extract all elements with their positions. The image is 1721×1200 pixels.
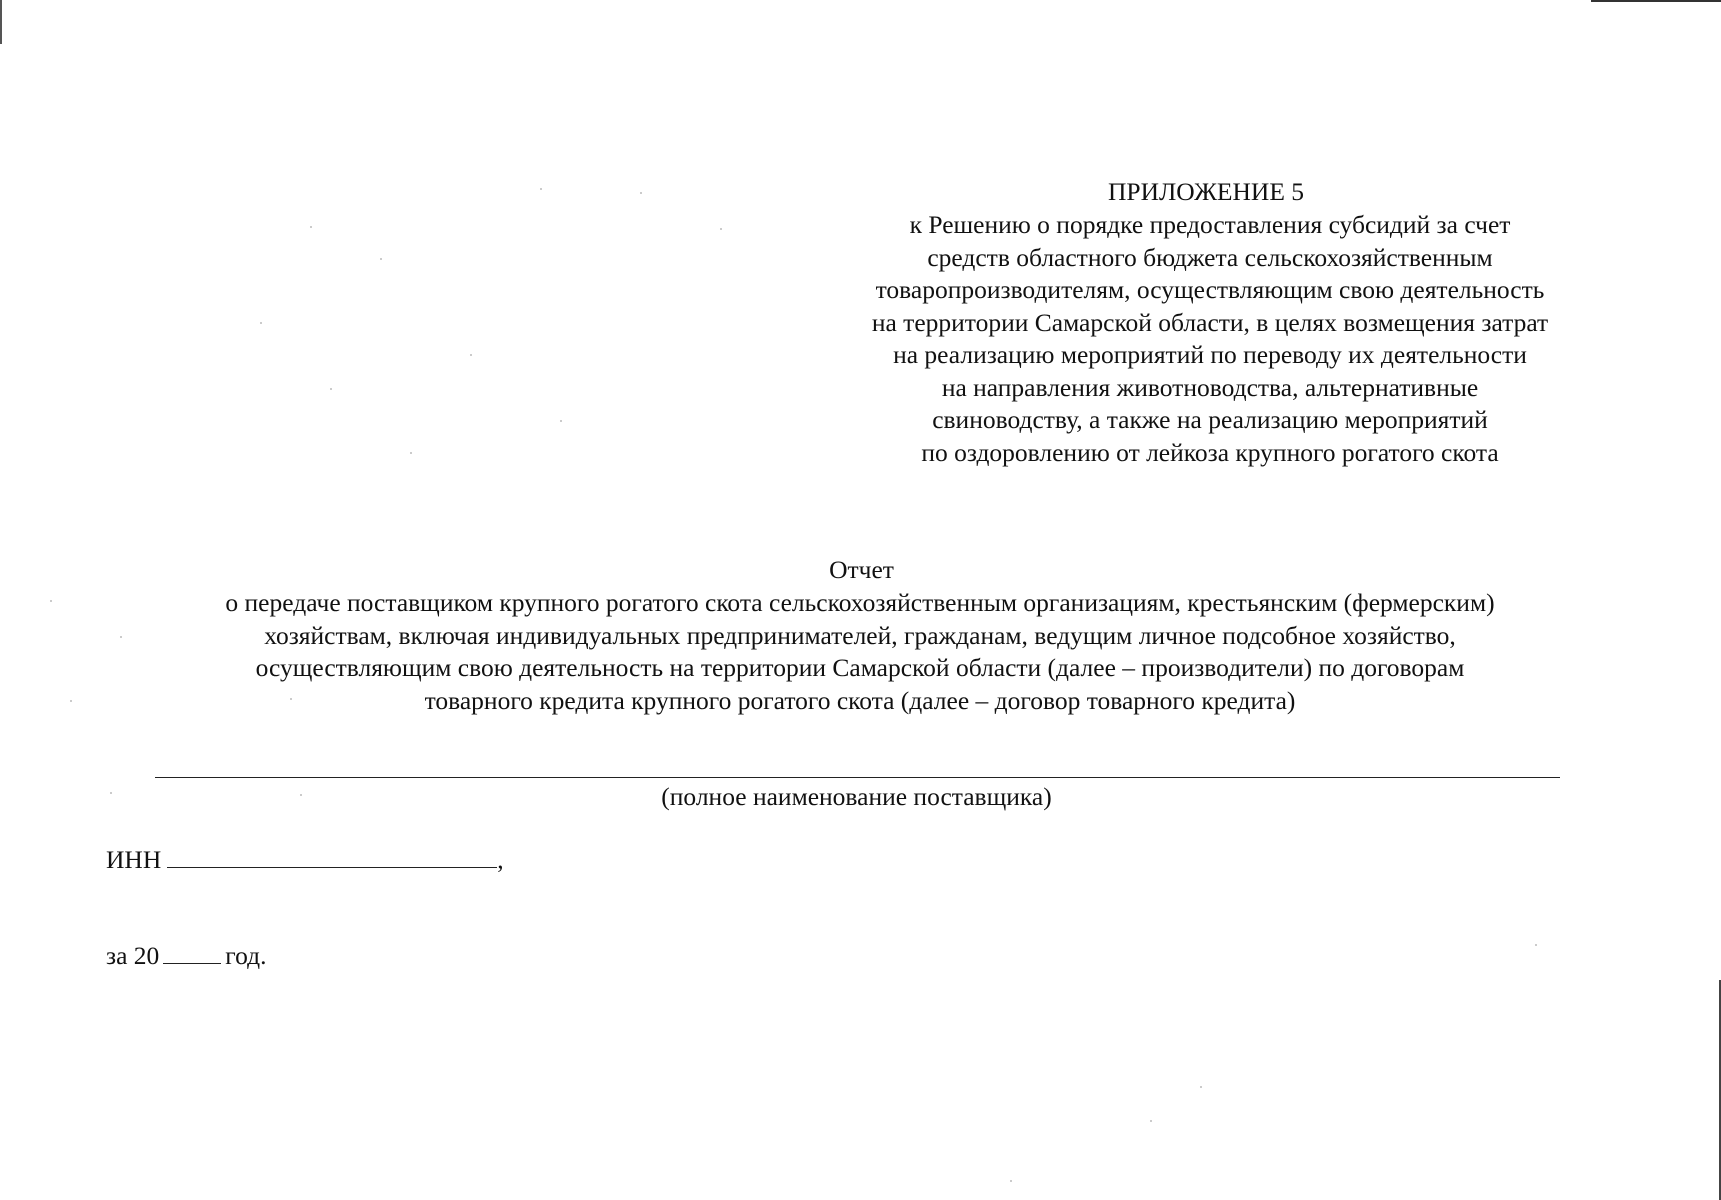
scan-speck bbox=[110, 792, 112, 794]
year-field bbox=[163, 939, 221, 964]
scan-speck bbox=[1200, 1086, 1202, 1088]
appendix-line: средств областного бюджета сельскохозяйственным bbox=[927, 242, 1493, 272]
scan-speck bbox=[720, 228, 722, 230]
scan-speck bbox=[330, 388, 332, 390]
scan-speck bbox=[540, 188, 542, 190]
supplier-name-field bbox=[155, 777, 1560, 778]
inn-suffix: , bbox=[497, 845, 504, 874]
period-row bbox=[106, 939, 266, 972]
report-title: Отчет bbox=[829, 555, 894, 584]
report-subtitle bbox=[100, 587, 1620, 717]
period-prefix: за 20 bbox=[106, 941, 160, 970]
inn-row bbox=[106, 843, 504, 876]
scan-speck bbox=[640, 192, 642, 194]
scan-speck bbox=[120, 636, 122, 638]
appendix-line: на направления животноводства, альтернативные bbox=[941, 372, 1479, 402]
scan-speck bbox=[300, 794, 302, 796]
scan-speck bbox=[1010, 1180, 1012, 1182]
report-subtitle-line: хозяйствам, включая индивидуальных предпринимателей, гражданам, ведущим личное подсобное хозяйство, bbox=[264, 620, 1456, 650]
appendix-line: на территории Самарской области, в целях возмещения затрат bbox=[871, 307, 1549, 337]
appendix-reference bbox=[800, 209, 1620, 469]
scan-speck bbox=[50, 600, 52, 602]
appendix-line: свиноводству, а также на реализацию мероприятий bbox=[932, 405, 1488, 434]
inn-label: ИНН bbox=[106, 845, 162, 874]
scan-speck bbox=[260, 322, 262, 324]
report-subtitle-line: о передаче поставщиком крупного рогатого скота сельскохозяйственным организациям, крестьянским (фермерским) bbox=[225, 588, 1495, 617]
appendix-line: по оздоровлению от лейкоза крупного рогатого скота bbox=[921, 437, 1499, 467]
scan-speck bbox=[380, 258, 382, 260]
scan-speck bbox=[470, 354, 472, 356]
appendix-title: ПРИЛОЖЕНИЕ 5 bbox=[1108, 177, 1305, 206]
appendix-line: на реализацию мероприятий по переводу их деятельности bbox=[893, 340, 1527, 369]
supplier-caption bbox=[0, 781, 1721, 813]
appendix-line: товаропроизводителям, осуществляющим свою деятельность bbox=[875, 275, 1545, 304]
appendix-line: к Решению о порядке предоставления субсидий за счет bbox=[909, 210, 1511, 239]
scan-speck bbox=[1535, 944, 1537, 946]
scan-speck bbox=[1150, 1120, 1152, 1122]
scan-speck bbox=[310, 226, 312, 228]
scan-edge-top bbox=[1591, 0, 1721, 2]
report-subtitle-line: осуществляющим свою деятельность на территории Самарской области (далее – производители) по договорам bbox=[255, 653, 1465, 682]
inn-field bbox=[167, 843, 497, 868]
scan-speck bbox=[290, 698, 292, 700]
report-subtitle-line: товарного кредита крупного рогатого скота (далее – договор товарного кредита) bbox=[424, 685, 1296, 715]
scan-speck bbox=[410, 452, 412, 454]
scan-speck bbox=[70, 700, 72, 702]
scan-edge-left bbox=[0, 0, 2, 44]
scan-speck bbox=[560, 420, 562, 422]
supplier-caption-text: (полное наименование поставщика) bbox=[661, 782, 1052, 811]
period-suffix: год. bbox=[225, 941, 267, 970]
